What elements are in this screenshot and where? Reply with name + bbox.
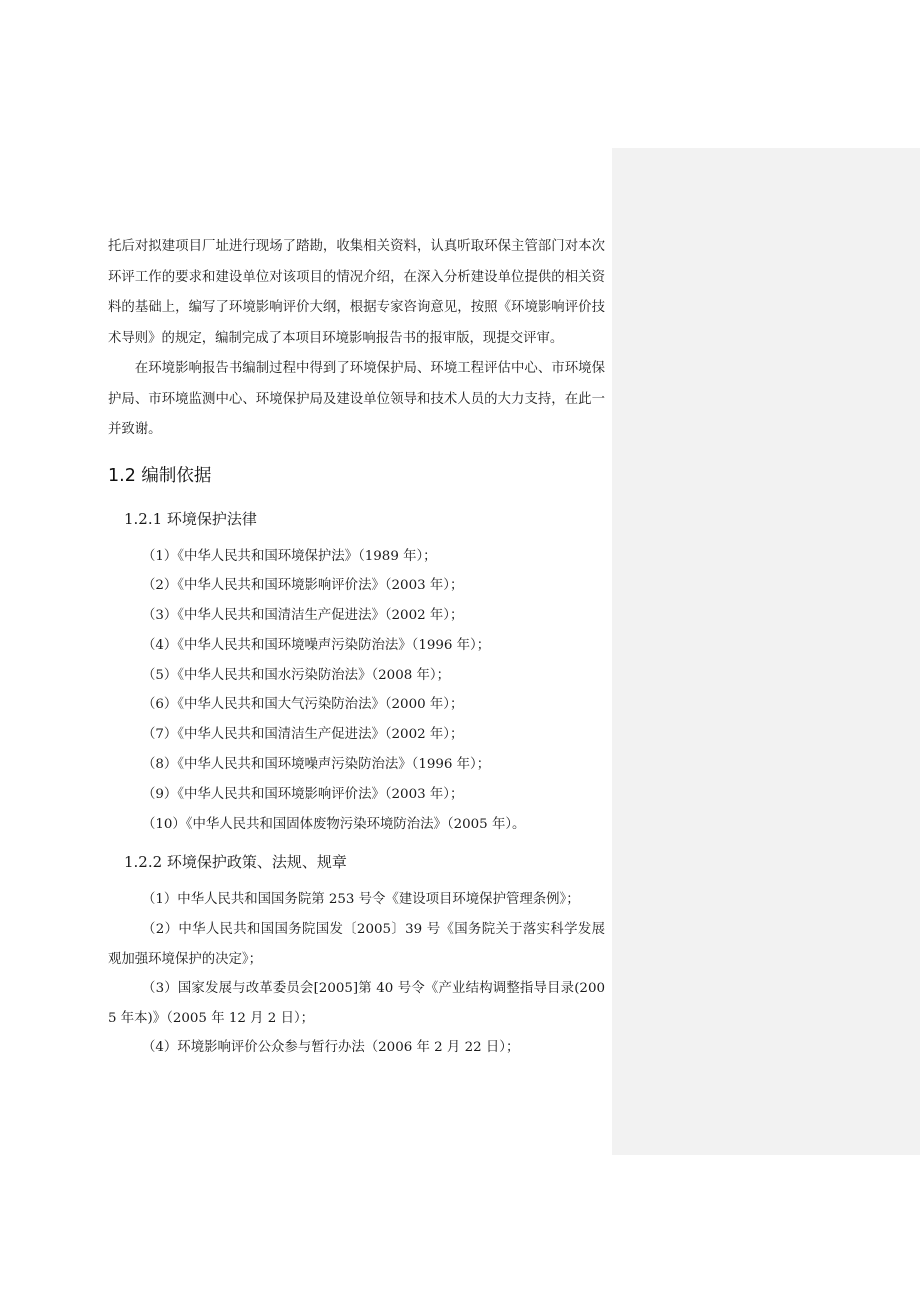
list-item: （3）国家发展与改革委员会[2005]第 40 号令《产业结构调整指导目录(2005 年本)》（2005 年 12 月 2 日）；	[108, 981, 605, 1026]
list-item: （3）《中华人民共和国清洁生产促进法》（2002 年）；	[142, 608, 464, 624]
document-page	[108, 232, 605, 1063]
list-item: （1）《中华人民共和国环境保护法》（1989 年）；	[142, 548, 437, 564]
list-item: （9）《中华人民共和国环境影响评价法》（2003 年）；	[142, 786, 464, 802]
comment-margin-pane	[612, 148, 920, 1155]
subsection-heading-regulations: 1.2.2 环境保护政策、法规、规章	[124, 853, 347, 872]
list-item: （8）《中华人民共和国环境噪声污染防治法》（1996 年）；	[142, 757, 491, 773]
list-item: （2）《中华人民共和国环境影响评价法》（2003 年）；	[142, 578, 464, 594]
intro-paragraph: 托后对拟建项目厂址进行现场了踏勘，收集相关资料，认真听取环保主管部门对本次环评工作的要求和建设单位对该项目的情况介绍，在深入分析建设单位提供的相关资料的基础上，编写了环境影响评价大纲，根据专家咨询意见，按照《环境影响评价技术导则》的规定，编制完成了本项目环境影响报告书的报审版，现提交评审。	[108, 239, 605, 346]
list-item: （4）《中华人民共和国环境噪声污染防治法》（1996 年）；	[142, 637, 491, 653]
regulations-list	[108, 885, 605, 1063]
laws-list	[108, 542, 605, 840]
list-item: （7）《中华人民共和国清洁生产促进法》（2002 年）；	[142, 727, 464, 743]
subsection-heading-laws: 1.2.1 环境保护法律	[124, 509, 257, 528]
list-item: （10）《中华人民共和国固体废物污染环境防治法》（2005 年）。	[142, 816, 526, 832]
acknowledgement-paragraph: 在环境影响报告书编制过程中得到了环境保护局、环境工程评估中心、市环境保护局、市环境监测中心、环境保护局及建设单位领导和技术人员的大力支持，在此一并致谢。	[108, 361, 605, 437]
list-item: （6）《中华人民共和国大气污染防治法》（2000 年）；	[142, 697, 464, 713]
list-item: （4）环境影响评价公众参与暂行办法（2006 年 2 月 22 日）；	[142, 1040, 520, 1056]
section-heading: 1.2 编制依据	[108, 465, 212, 486]
list-item: （1）中华人民共和国国务院第 253 号令《建设项目环境保护管理条例》；	[142, 892, 580, 908]
list-item: （5）《中华人民共和国水污染防治法》（2008 年）；	[142, 667, 450, 683]
list-item: （2）中华人民共和国国务院国发〔2005〕39 号《国务院关于落实科学发展观加强环境保护的决定》；	[108, 922, 605, 967]
